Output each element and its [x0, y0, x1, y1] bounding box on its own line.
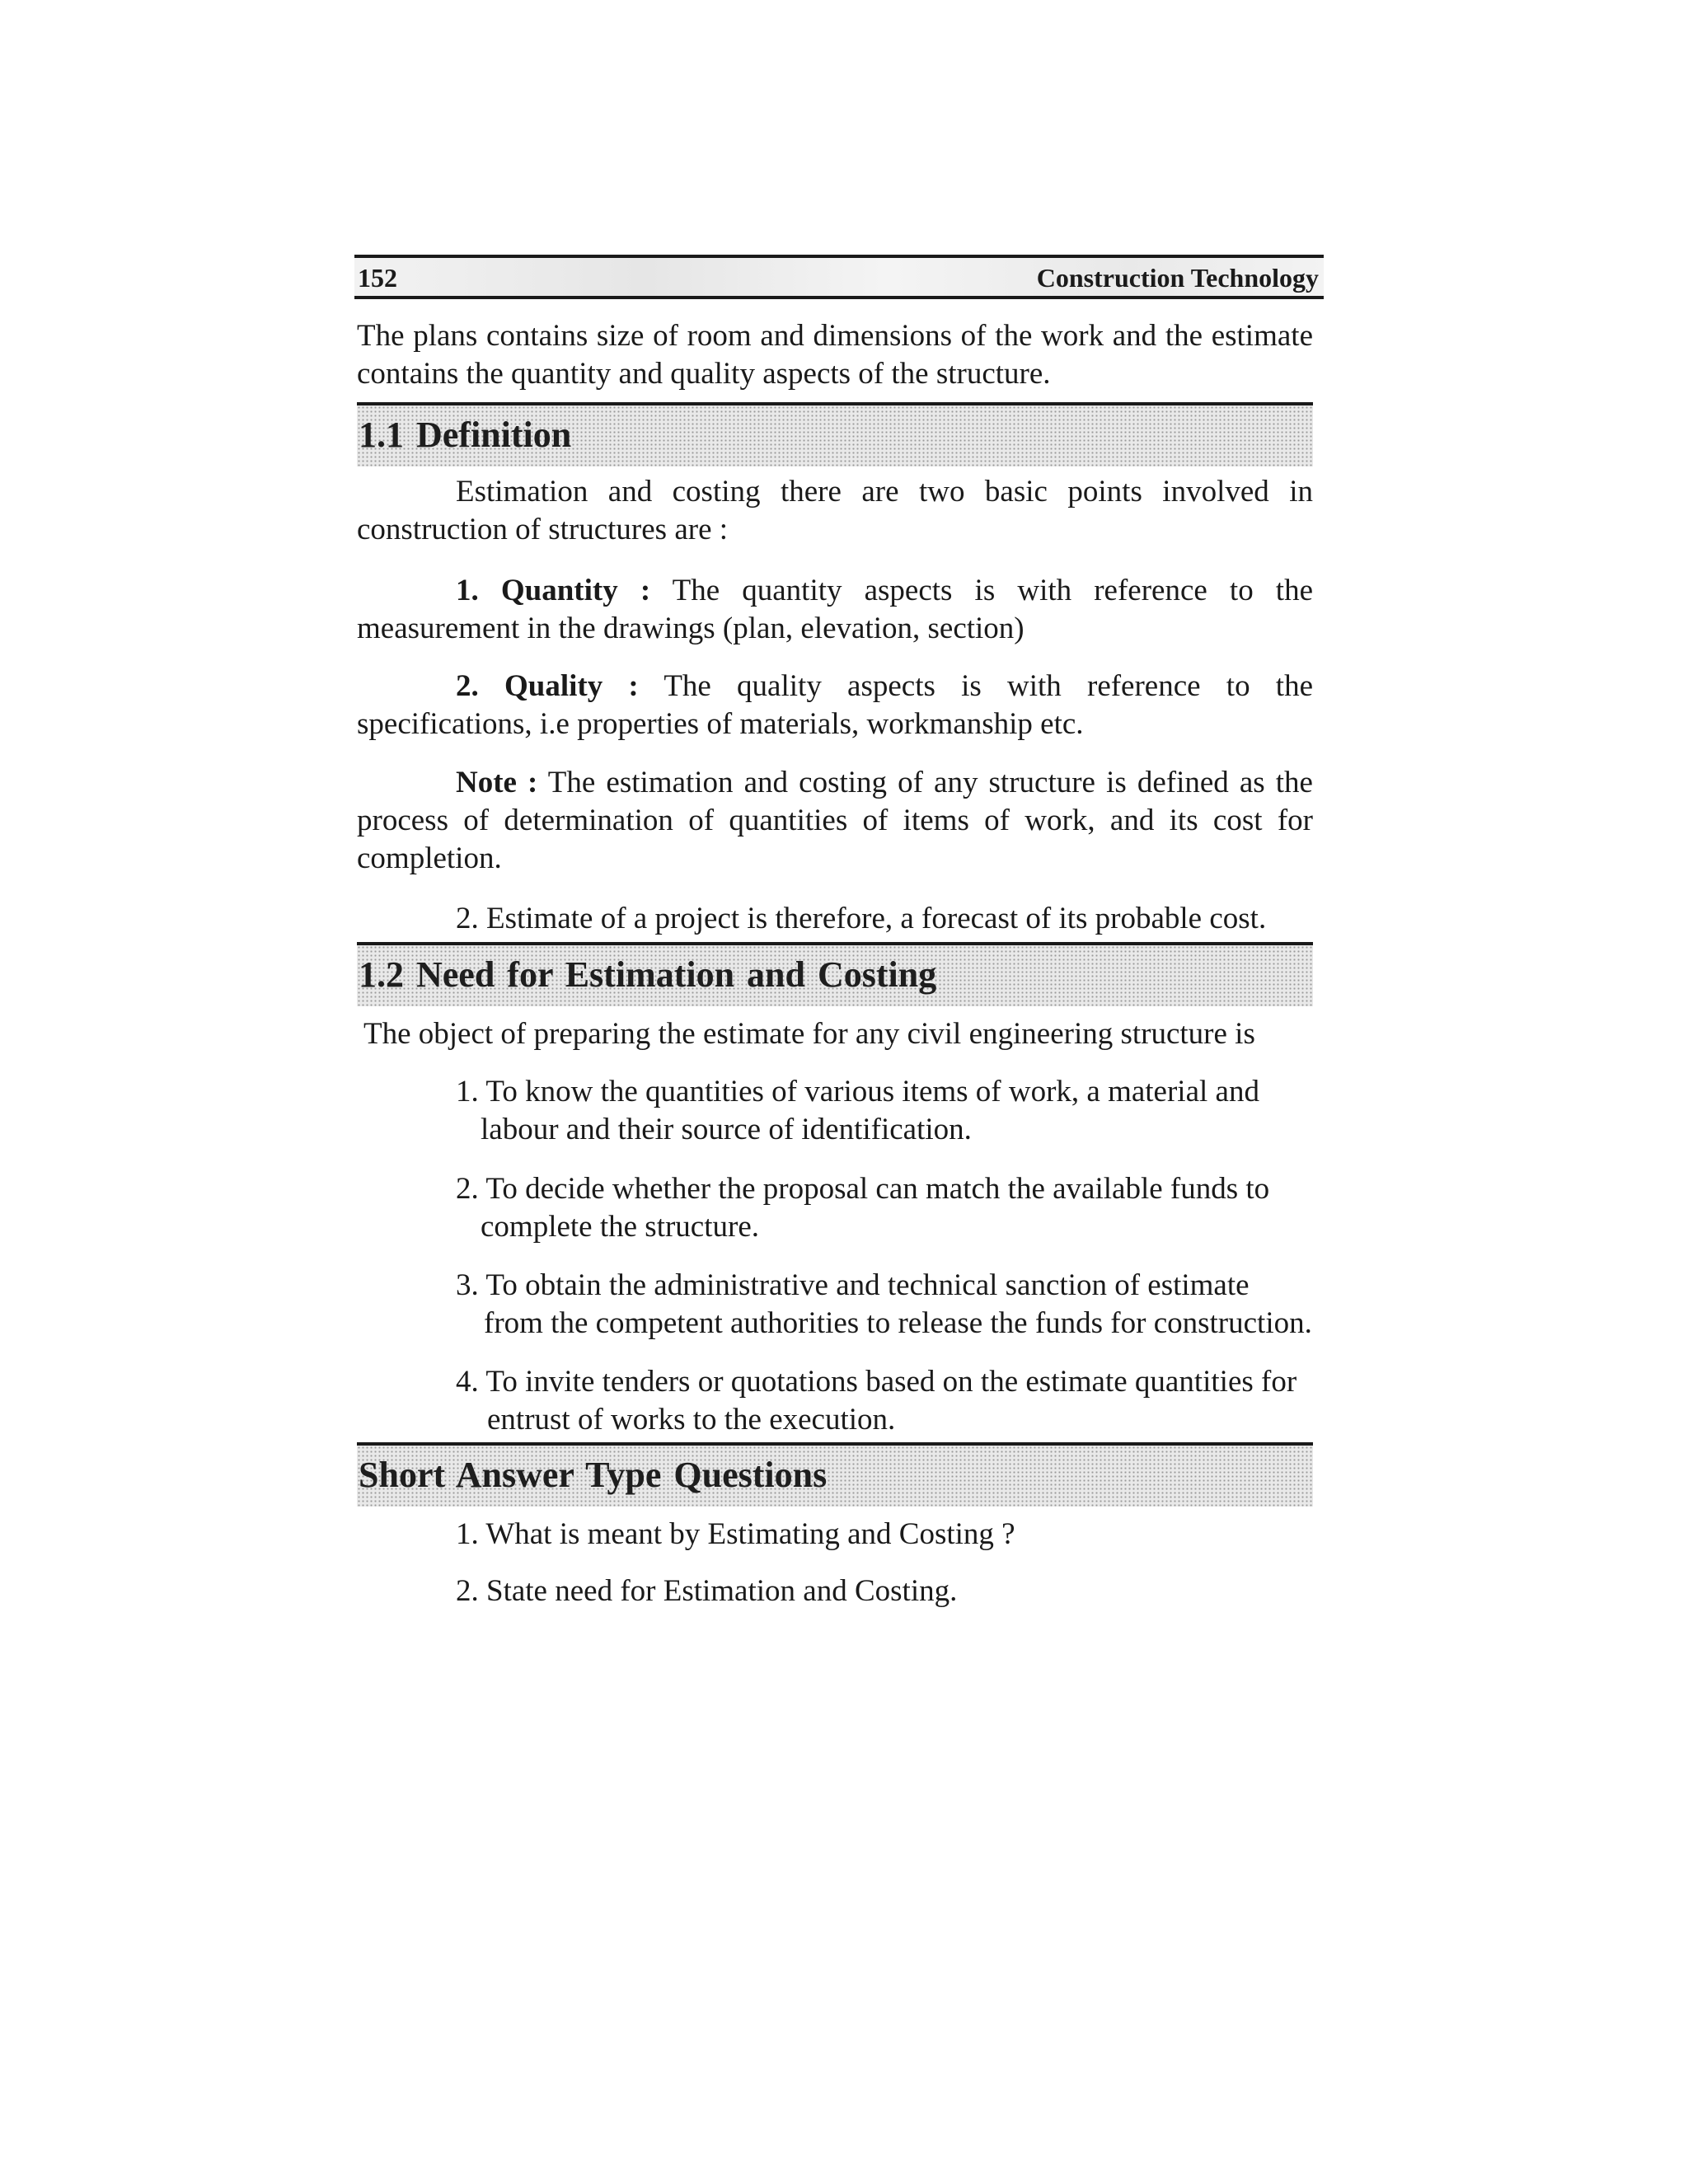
quantity-text: The quantity aspects is with reference to the measurement in the drawings (plan, elevation, section): [357, 574, 1313, 645]
section-heading-bar-definition: [357, 402, 1313, 466]
running-header: [354, 255, 1324, 299]
list-item-continuation: from the competent authorities to release the funds for construction.: [484, 1306, 1312, 1340]
page-number: 152: [358, 263, 397, 293]
quality-paragraph: [357, 668, 1313, 743]
question-item: 1. What is meant by Estimating and Costing ?: [456, 1517, 1015, 1551]
note-paragraph: [357, 764, 1313, 878]
intro-paragraph: The plans contains size of room and dimensions of the work and the estimate contains the quantity and quality aspects of the structure.: [357, 319, 1313, 391]
quality-label: 2. Quality :: [456, 669, 639, 703]
list-item-continuation: labour and their source of identification.: [481, 1113, 972, 1146]
list-item-line: 4. To invite tenders or quotations based on the estimate quantities for: [456, 1365, 1297, 1399]
note-label: Note :: [456, 766, 538, 799]
need-lead-paragraph: The object of preparing the estimate for any civil engineering structure is: [363, 1017, 1255, 1051]
list-item-continuation: complete the structure.: [481, 1210, 760, 1244]
section-heading-definition: 1.1 Definition: [359, 415, 572, 455]
note-text: The estimation and costing of any structure is defined as the process of determination of quantities of items of work, and its cost for completion.: [357, 766, 1313, 875]
quantity-paragraph: [357, 572, 1313, 648]
list-item: [456, 1170, 1313, 1246]
list-item: [456, 1073, 1313, 1149]
quality-text: The quality aspects is with reference to the specifications, i.e properties of materials, workmanship etc.: [357, 669, 1313, 741]
estimate-forecast-paragraph: 2. Estimate of a project is therefore, a forecast of its probable cost.: [456, 902, 1267, 935]
question-item: 2. State need for Estimation and Costing.: [456, 1574, 958, 1608]
list-item-line: 3. To obtain the administrative and technical sanction of estimate: [456, 1268, 1250, 1302]
list-item: [456, 1267, 1313, 1343]
section-heading-short-answer: Short Answer Type Questions: [359, 1455, 828, 1495]
list-item-continuation: entrust of works to the execution.: [487, 1403, 896, 1436]
section-heading-bar-short-answer: [357, 1442, 1313, 1507]
quantity-label: 1. Quantity :: [456, 574, 651, 607]
list-item-line: 2. To decide whether the proposal can match the available funds to: [456, 1172, 1270, 1206]
section-heading-need: 1.2 Need for Estimation and Costing: [359, 954, 937, 995]
definition-lead-paragraph: Estimation and costing there are two basic points involved in construction of structures are :: [357, 475, 1313, 546]
section-heading-bar-need: [357, 942, 1313, 1006]
list-item-line: 1. To know the quantities of various items of work, a material and: [456, 1075, 1259, 1108]
list-item: [456, 1363, 1313, 1439]
book-title: Construction Technology: [1036, 263, 1319, 293]
